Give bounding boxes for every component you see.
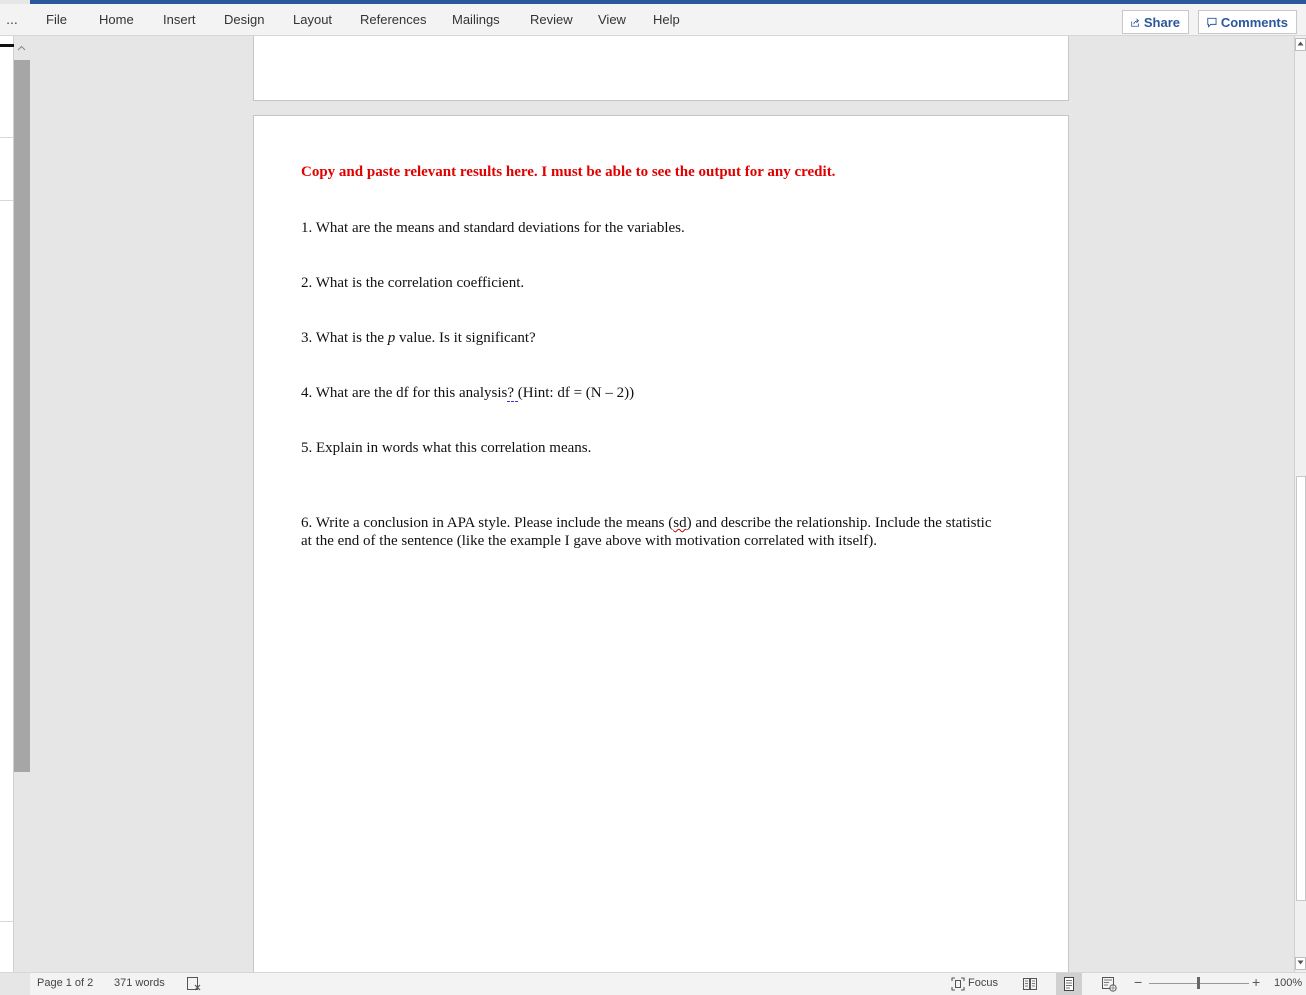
web-layout-icon[interactable] — [1101, 976, 1117, 992]
question-2: 2. What is the correlation coefficient. — [301, 275, 525, 291]
page-count[interactable]: Page 1 of 2 — [37, 977, 94, 989]
navigation-scrollbar[interactable] — [14, 36, 30, 974]
tab-mailings[interactable]: Mailings — [452, 12, 500, 27]
question-4-hint: (Hint: df = (N – 2)) — [517, 385, 635, 401]
tab-insert[interactable]: Insert — [163, 12, 196, 27]
question-3-text-end: value. Is it significant? — [395, 330, 536, 346]
tab-references[interactable]: References — [360, 12, 427, 27]
zoom-slider-thumb[interactable] — [1197, 977, 1200, 989]
navigation-divider — [0, 137, 13, 138]
tab-home[interactable]: Home — [99, 12, 134, 27]
focus-icon[interactable] — [950, 976, 966, 992]
spelling-flag[interactable]: sd — [673, 515, 687, 531]
focus-label[interactable]: Focus — [968, 977, 998, 989]
comment-icon — [1207, 16, 1217, 29]
share-button[interactable] — [1122, 10, 1189, 34]
tab-design[interactable]: Design — [224, 12, 265, 27]
navigation-pane-edge — [0, 36, 14, 974]
tab-layout[interactable]: Layout — [293, 12, 333, 27]
question-4-text: 4. What are the df for this analysis — [301, 385, 508, 401]
question-3-text: 3. What is the — [301, 330, 388, 346]
instructions-heading: Copy and paste relevant results here. I must be able to see the output for any credit. — [301, 164, 836, 180]
navigation-divider — [0, 921, 13, 922]
share-icon — [1131, 16, 1140, 29]
tab-view[interactable]: View — [598, 12, 626, 27]
question-1: 1. What are the means and standard deviations for the variables. — [301, 220, 685, 236]
navigation-pane-marker — [0, 44, 14, 47]
question-6-text: 6. Write a conclusion in APA style. Please include the means ( — [301, 515, 674, 531]
zoom-level[interactable]: 100% — [1274, 977, 1303, 989]
triangle-up-icon — [1297, 41, 1304, 46]
scroll-up-button[interactable] — [1295, 38, 1306, 51]
tab-review[interactable]: Review — [530, 12, 573, 27]
triangle-down-icon — [1297, 960, 1304, 965]
more-options-button[interactable]: ... — [6, 11, 18, 27]
previous-page — [253, 36, 1069, 101]
question-6-text-end: ) and describe the relationship. Include the statistic at the end of the sentence (like the example I gave above with motivation correlated with itself). — [301, 515, 992, 549]
question-5: 5. Explain in words what this correlation means. — [301, 440, 592, 456]
scroll-down-button[interactable] — [1295, 957, 1306, 970]
navigation-scrollbar-thumb[interactable] — [14, 60, 30, 772]
grammar-flag[interactable]: ? — [507, 385, 518, 401]
status-bar-gap — [0, 973, 30, 995]
zoom-in-button[interactable]: + — [1252, 974, 1261, 990]
comments-label: Comments — [1220, 14, 1288, 30]
tab-help[interactable]: Help — [653, 12, 680, 27]
proofing-icon[interactable] — [186, 976, 202, 992]
question-6 — [301, 514, 1001, 550]
print-layout-icon[interactable] — [1061, 976, 1077, 992]
p-symbol: p — [387, 330, 396, 346]
question-3 — [301, 330, 536, 347]
chevron-up-icon[interactable] — [17, 45, 26, 51]
status-bar — [0, 972, 1306, 995]
ribbon-tab-bar — [0, 4, 1306, 36]
vertical-scrollbar[interactable] — [1294, 36, 1306, 974]
zoom-out-button[interactable]: − — [1134, 974, 1143, 990]
document-page[interactable] — [253, 115, 1069, 975]
word-count[interactable]: 371 words — [114, 977, 165, 989]
question-4 — [301, 385, 634, 402]
share-label: Share — [1143, 14, 1180, 30]
tab-file[interactable]: File — [46, 12, 67, 27]
read-mode-icon[interactable] — [1022, 976, 1038, 992]
comments-button[interactable] — [1198, 10, 1297, 34]
navigation-divider — [0, 200, 13, 201]
vertical-scrollbar-thumb[interactable] — [1296, 476, 1306, 901]
